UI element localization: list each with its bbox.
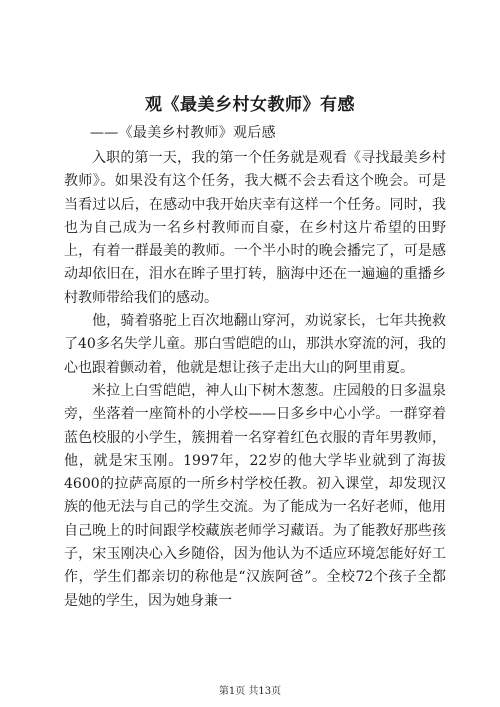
- document-body: [64, 147, 446, 613]
- page-footer: 第1页 共13页: [218, 686, 282, 697]
- document-subtitle: ——《最美乡村教师》观后感: [90, 125, 276, 141]
- paragraph: 他，骑着骆驼上百次地翻山穿河，劝说家长，七年共挽救了40多名失学儿童。那白雪皑皑的山，那洪水穿流的河，我的心也跟着颤动着，他就是想让孩子走出大山的阿里甫夏。: [64, 313, 446, 376]
- paragraph: 入职的第一天，我的第一个任务就是观看《寻找最美乡村教师》。如果没有这个任务，我大概不会去看这个晚会。可是当看过以后，在感动中我开始庆幸有这样一个任务。同时，我也为自己成为一名乡村教师而自豪，在乡村这片希望的田野上，有着一群最美的教师。一个半小时的晚会播完了，可是感动却依旧在，泪水在眸子里打转，脑海中还在一遍遍的重播乡村教师带给我们的感动。: [64, 150, 446, 306]
- paragraph: 米拉上白雪皑皑，神人山下树木葱葱。庄园般的日多温泉旁，坐落着一座简朴的小学校——日多乡中心小学。一群穿着蓝色校服的小学生，簇拥着一名穿着红色衣服的青年男教师，他，就是宋玉刚。1997年，22岁的他大学毕业就到了海拔4600的拉萨高原的一所乡村学校任教。初入课堂，却发现汉族的他无法与自己的学生交流。为了能成为一名好老师，他用自己晚上的时间跟学校藏族老师学习藏语。为了能教好那些孩子，宋玉刚决心入乡随俗，因为他认为不适应环境怎能好好工作，学生们都亲切的称他是“汉族阿爸”。全校72个孩子全都是她的学生，因为她身兼一: [64, 382, 446, 609]
- document-title: 观《最美乡村女教师》有感: [145, 95, 355, 115]
